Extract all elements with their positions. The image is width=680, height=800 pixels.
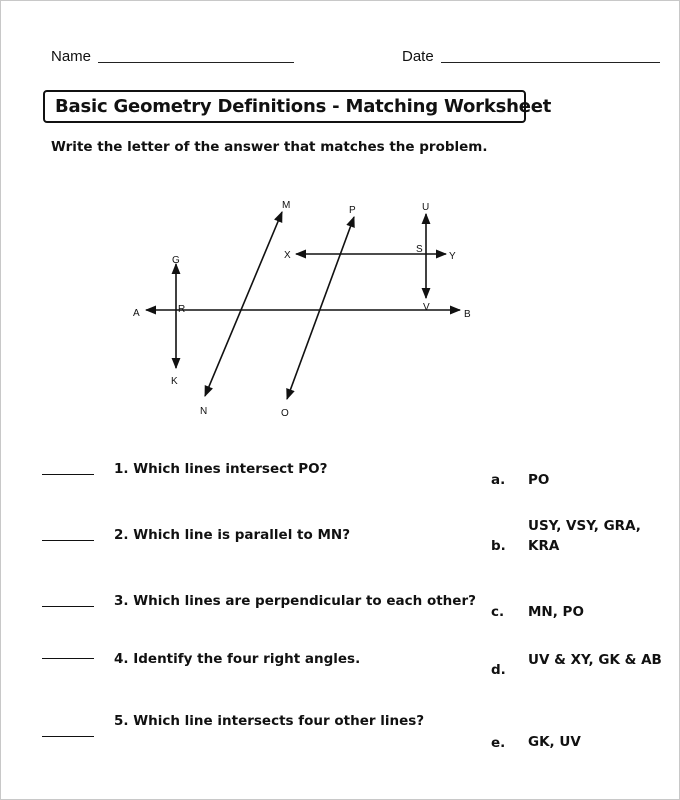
- point-label-v: V: [423, 302, 430, 313]
- date-label: Date: [402, 48, 434, 65]
- answer-text-e: GK, UV: [528, 734, 581, 750]
- point-label-b: B: [464, 309, 471, 320]
- answer-blank-5[interactable]: [42, 736, 94, 737]
- point-label-k: K: [171, 376, 178, 387]
- answer-text-c: MN, PO: [528, 604, 584, 620]
- question-5: 5. Which line intersects four other lines?: [114, 713, 425, 729]
- question-2: 2. Which line is parallel to MN?: [114, 527, 351, 543]
- question-3: 3. Which lines are perpendicular to each other?: [114, 593, 476, 609]
- question-1: 1. Which lines intersect PO?: [114, 461, 328, 477]
- point-label-a: A: [133, 308, 140, 319]
- name-label: Name: [51, 48, 92, 65]
- answer-blank-1[interactable]: [42, 474, 94, 475]
- point-label-g: G: [172, 255, 180, 266]
- answer-blank-3[interactable]: [42, 606, 94, 607]
- line-mn: [205, 212, 282, 396]
- point-label-s: S: [416, 244, 423, 255]
- worksheet-title: Basic Geometry Definitions - Matching Worksheet: [55, 96, 552, 117]
- question-4: 4. Identify the four right angles.: [114, 651, 361, 667]
- point-label-p: P: [349, 205, 356, 216]
- answer-text-d: UV & XY, GK & AB: [528, 652, 662, 668]
- point-label-x: X: [284, 250, 291, 261]
- line-po: [287, 217, 354, 399]
- point-label-o: O: [281, 408, 289, 419]
- answer-letter-d: d.: [491, 662, 506, 678]
- answer-blank-2[interactable]: [42, 540, 94, 541]
- answer-blank-4[interactable]: [42, 658, 94, 659]
- answer-letter-e: e.: [491, 735, 506, 751]
- instruction-text: Write the letter of the answer that matches the problem.: [51, 139, 488, 155]
- point-label-r: R: [178, 304, 186, 315]
- answer-letter-a: a.: [491, 472, 506, 488]
- answer-text-b: USY, VSY, GRA, KRA: [528, 518, 641, 554]
- answer-text-a: PO: [528, 472, 550, 488]
- answer-letter-b: b.: [491, 538, 506, 554]
- answer-letter-c: c.: [491, 604, 505, 620]
- point-label-y: Y: [449, 251, 456, 262]
- point-label-m: M: [282, 200, 291, 211]
- point-label-u: U: [422, 202, 430, 213]
- point-label-n: N: [200, 406, 208, 417]
